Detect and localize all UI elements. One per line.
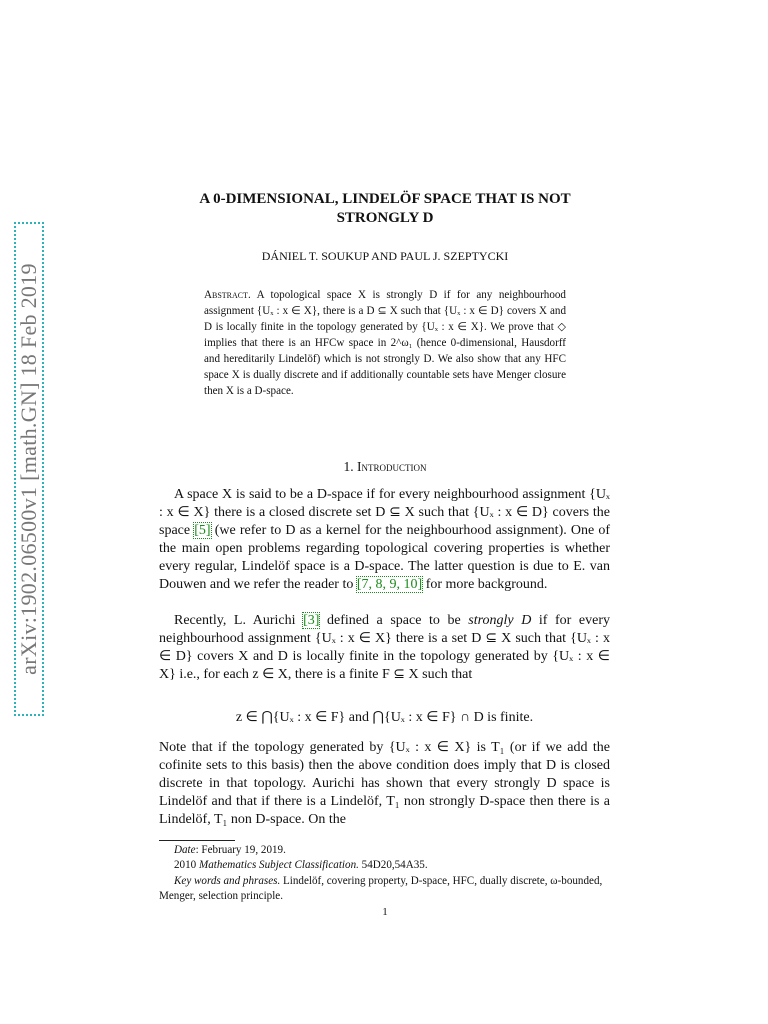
abstract	[204, 287, 566, 399]
paragraph-2-text-a: Recently, L. Aurichi	[174, 613, 304, 628]
abstract-text: A topological space X is strongly D if for any neighbourhood assignment {Uₓ : x ∈ X}, there is a D ⊆ X such that {Uₓ : x ∈ D} covers X and D is locally finite in the topology generated by {Uₓ : x ∈ X}. We prove that ◇ implies that there is an HFCw space in 2^ω₁ (hence 0-dimensional, Hausdorff and hereditarily Lindelöf) which is not strongly D. We also show that any HFC space X is dually discrete and if additionally countable sets have Menger closure then X is a D-space.	[204, 289, 566, 397]
emphasis-strongly-d: strongly D	[468, 613, 532, 628]
authors: DÁNIEL T. SOUKUP AND PAUL J. SZEPTYCKI	[261, 249, 509, 263]
keywords-label: Key words and phrases.	[174, 875, 281, 887]
section-heading	[160, 459, 610, 475]
paragraph-1-text-a: A space X is said to be a D-space if for every neighbourhood assignment {Uₓ : x ∈ X} there is a closed discrete set D ⊆ X such that {Uₓ : x ∈ D} covers the space	[159, 487, 610, 539]
footnote-rule	[159, 840, 235, 841]
citation-link[interactable]: [3]	[303, 613, 320, 628]
section-title: Introduction	[357, 459, 427, 474]
paragraph-2	[159, 612, 610, 684]
paragraph-1-text-c: for more background.	[422, 577, 548, 593]
msc-value: 54D20,54A35.	[358, 859, 428, 871]
title-line-2: STRONGLY D	[336, 210, 434, 226]
date-label: Date	[174, 844, 196, 856]
arxiv-identifier: arXiv:1902.06500v1 [math.GN] 18 Feb 2019	[16, 263, 41, 675]
page-number: 1	[382, 906, 388, 918]
title-line-1: A 0-DIMENSIONAL, LINDELÖF SPACE THAT IS NOT	[199, 191, 571, 207]
date-value: : February 19, 2019.	[195, 844, 286, 856]
footnote-date	[159, 843, 610, 858]
paper-title	[160, 190, 610, 228]
section-number: 1.	[343, 459, 354, 474]
footnote-msc	[159, 858, 610, 873]
footnote-keywords	[159, 874, 610, 904]
paragraph-3: Note that if the topology generated by {Uₓ : x ∈ X} is T₁ (or if we add the cofinite sets to this basis) then the above condition does imply that D is closed discrete in that topology. Aurichi has shown that every strongly D space is Lindelöf and that if there is a Lindelöf, T₁ non strongly D-space then there is a Lindelöf, T₁ non D-space. On the	[159, 740, 610, 828]
paragraph-1-text-b: (we refer to D as a kernel for the neighbourhood assignment). One of the main open problems regarding topological covering properties is whether every regular, Lindelöf space is a D-space. The latter question is due to E. van Douwen and we refer the reader to	[159, 523, 610, 593]
msc-label: Mathematics Subject Classification.	[198, 859, 359, 871]
keywords-value: Lindelöf, covering property, D-space, HFC, dually discrete, ω-bounded, Menger, selection principle.	[159, 875, 603, 902]
abstract-label: Abstract.	[204, 289, 251, 301]
display-equation: z ∈ ⋂{Uₓ : x ∈ F} and ⋂{Uₓ : x ∈ F} ∩ D is finite.	[235, 710, 534, 725]
paragraph-1	[159, 486, 610, 595]
paragraph-2-text-c: if for every neighbourhood assignment {Uₓ : x ∈ X} there is a set D ⊆ X such that {Uₓ : x ∈ D} covers X and D is locally finite in the topology generated by {Uₓ : x ∈ X} i.e., for each z ∈ X, there is a finite F ⊆ X such that	[159, 613, 610, 683]
msc-year: 2010	[174, 859, 199, 871]
paragraph-2-text-b: defined a space to be	[319, 613, 469, 628]
citation-link[interactable]: [7, 8, 9, 10]	[356, 577, 423, 593]
citation-link[interactable]: [5]	[194, 523, 211, 539]
arxiv-stamp	[14, 222, 44, 716]
